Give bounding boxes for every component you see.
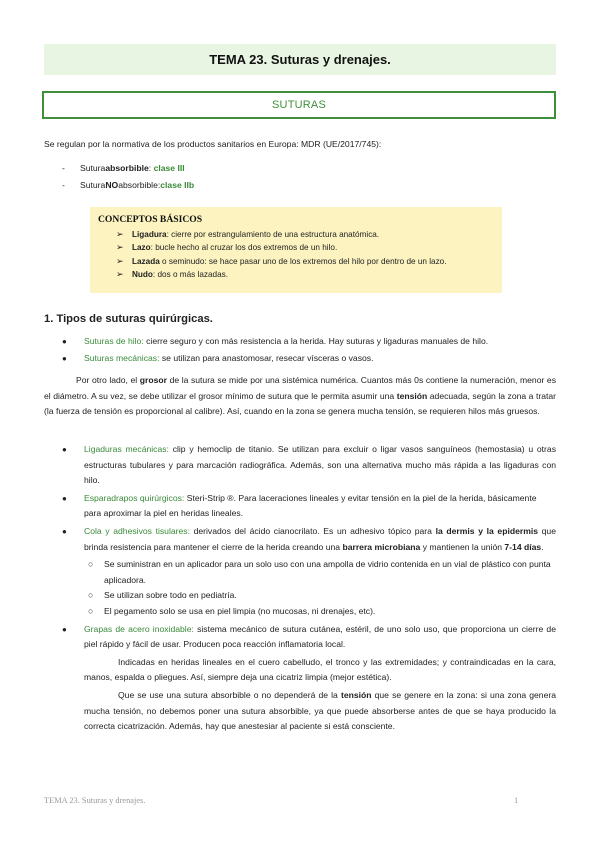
list-item: ● Cola y adhesivos tisulares: derivados del ácido cianocrilato. Es un adhesivo tópico para la dermis y la epidermis que brinda resistencia para mantener el cierre de la herida creando una barrera microbiana y mantienen la unión 7-14 días. xyxy=(62,524,556,555)
section-heading: 1. Tipos de suturas quirúrgicas. xyxy=(44,313,213,325)
concept-item: ➢ Lazo: bucle hecho al cruzar los dos extremos de un hilo. xyxy=(98,241,494,254)
title-band xyxy=(44,44,556,75)
page-title: TEMA 23. Suturas y drenajes. xyxy=(209,52,391,67)
concept-item: ➢ Ligadura: cierre por estrangulamiento de una estructura anatómica. xyxy=(98,228,494,241)
concept-item: ➢ Nudo: dos o más lazadas. xyxy=(98,268,494,281)
arrow-icon: ➢ xyxy=(116,269,124,280)
list-item: ● Suturas mecánicas: se utilizan para anastomosar, resecar vísceras o vasos. xyxy=(62,351,556,366)
list-item: ● Esparadrapos quirúrgicos: Steri-Strip ®. Para laceraciones lineales y evitar tensión en la piel de la herida, básicamente para aproximar la piel en heridas lineales. xyxy=(62,491,556,522)
footer-title: TEMA 23. Suturas y drenajes. xyxy=(44,796,146,805)
list-item: ● Ligaduras mecánicas: clip y hemoclip de titanio. Se utilizan para excluir o ligar vasos sanguíneos (hemostasia) u otras estructuras tubulares y para marcación radiográfica. Además, son una alternativa mucho más rápida a las ligaduras con hilo. xyxy=(62,442,556,489)
bullet-icon: ● xyxy=(62,445,67,454)
list-item: ● Suturas de hilo: cierre seguro y con más resistencia a la herida. Hay suturas y ligaduras manuales de hilo. xyxy=(62,334,556,349)
paragraph-tension: Que se use una sutura absorbible o no dependerá de la tensión que se genere en la zona: si una zona genera mucha tensión, no debemos poner una sutura absorbible, ya que puede absorberse antes de que se haya producido la correcta cicatrización. Además, hay que anestesiar al paciente si está consciente. xyxy=(84,689,556,732)
arrow-icon: ➢ xyxy=(116,229,124,239)
circle-bullet-icon: ○ xyxy=(88,605,94,616)
intro-text: Se regulan por la normativa de los productos sanitarios en Europa: MDR (UE/2017/745): xyxy=(44,139,382,149)
arrow-icon: ➢ xyxy=(116,242,124,253)
sub-list-item: ○ Se suministran en un aplicador para un solo uso con una ampolla de vidrio contenida en un vial de plástico con punta aplicadora. xyxy=(62,557,556,588)
sub-list-item: ○ Se utilizan sobre todo en pediatría. xyxy=(62,588,556,604)
suture-class-list xyxy=(62,160,194,193)
page-number: 1 xyxy=(514,796,519,805)
section-header-box xyxy=(42,91,556,119)
list-item: - Sutura absorbible : clase III xyxy=(62,163,185,173)
circle-bullet-icon: ○ xyxy=(88,590,94,601)
arrow-icon: ➢ xyxy=(116,255,124,266)
section-title: SUTURAS xyxy=(272,99,326,111)
circle-bullet-icon: ○ xyxy=(88,559,94,570)
concept-item: ➢ Lazada o seminudo: se hace pasar uno de los extremos del hilo por dentro de un lazo. xyxy=(98,255,494,268)
bullet-icon: ● xyxy=(62,354,67,363)
bullet-icon: ● xyxy=(62,493,67,503)
list-item: - Sutura NO absorbible: clase IIb xyxy=(62,179,195,190)
closure-method-list xyxy=(62,442,556,735)
paragraph-grosor: Por otro lado, el grosor de la sutura se mide por una sistémica numérica. Cuantos más 0s contiene la numeración, menor es el diámetro. A su vez, se debe utilizar el grosor mínimo de sutura que le permita asumir una tensión adecuada, según la zona a tratar (la fuerza de tensión es proporcional al calibre). Así, cuando en la zona se genera mucha tensión, se requieren hilos más gruesos. xyxy=(44,375,557,417)
bullet-icon: ● xyxy=(62,337,67,346)
paragraph-indicaciones: Indicadas en heridas lineales en el cuero cabelludo, el tronco y las extremidades; y contraindicadas en la cara, manos, espalda o pliegues. Así, siempre deja una cicatriz limpia (mejor estética). xyxy=(84,656,556,683)
suture-type-list xyxy=(62,334,556,366)
sub-list-item: ○ El pegamento solo se usa en piel limpia (no mucosas, ni drenajes, etc). xyxy=(62,604,556,620)
bullet-icon: ● xyxy=(62,526,67,536)
list-item: ● Grapas de acero inoxidable: sistema mecánico de sutura cutánea, estéril, de uno solo uso, que proporciona un cierre de piel rápido y fácil de usar. Producen poca reacción inflamatoria local. xyxy=(62,622,556,653)
bullet-icon: ● xyxy=(62,624,67,634)
concepts-box xyxy=(90,207,502,293)
concepts-title: CONCEPTOS BÁSICOS xyxy=(98,214,203,225)
